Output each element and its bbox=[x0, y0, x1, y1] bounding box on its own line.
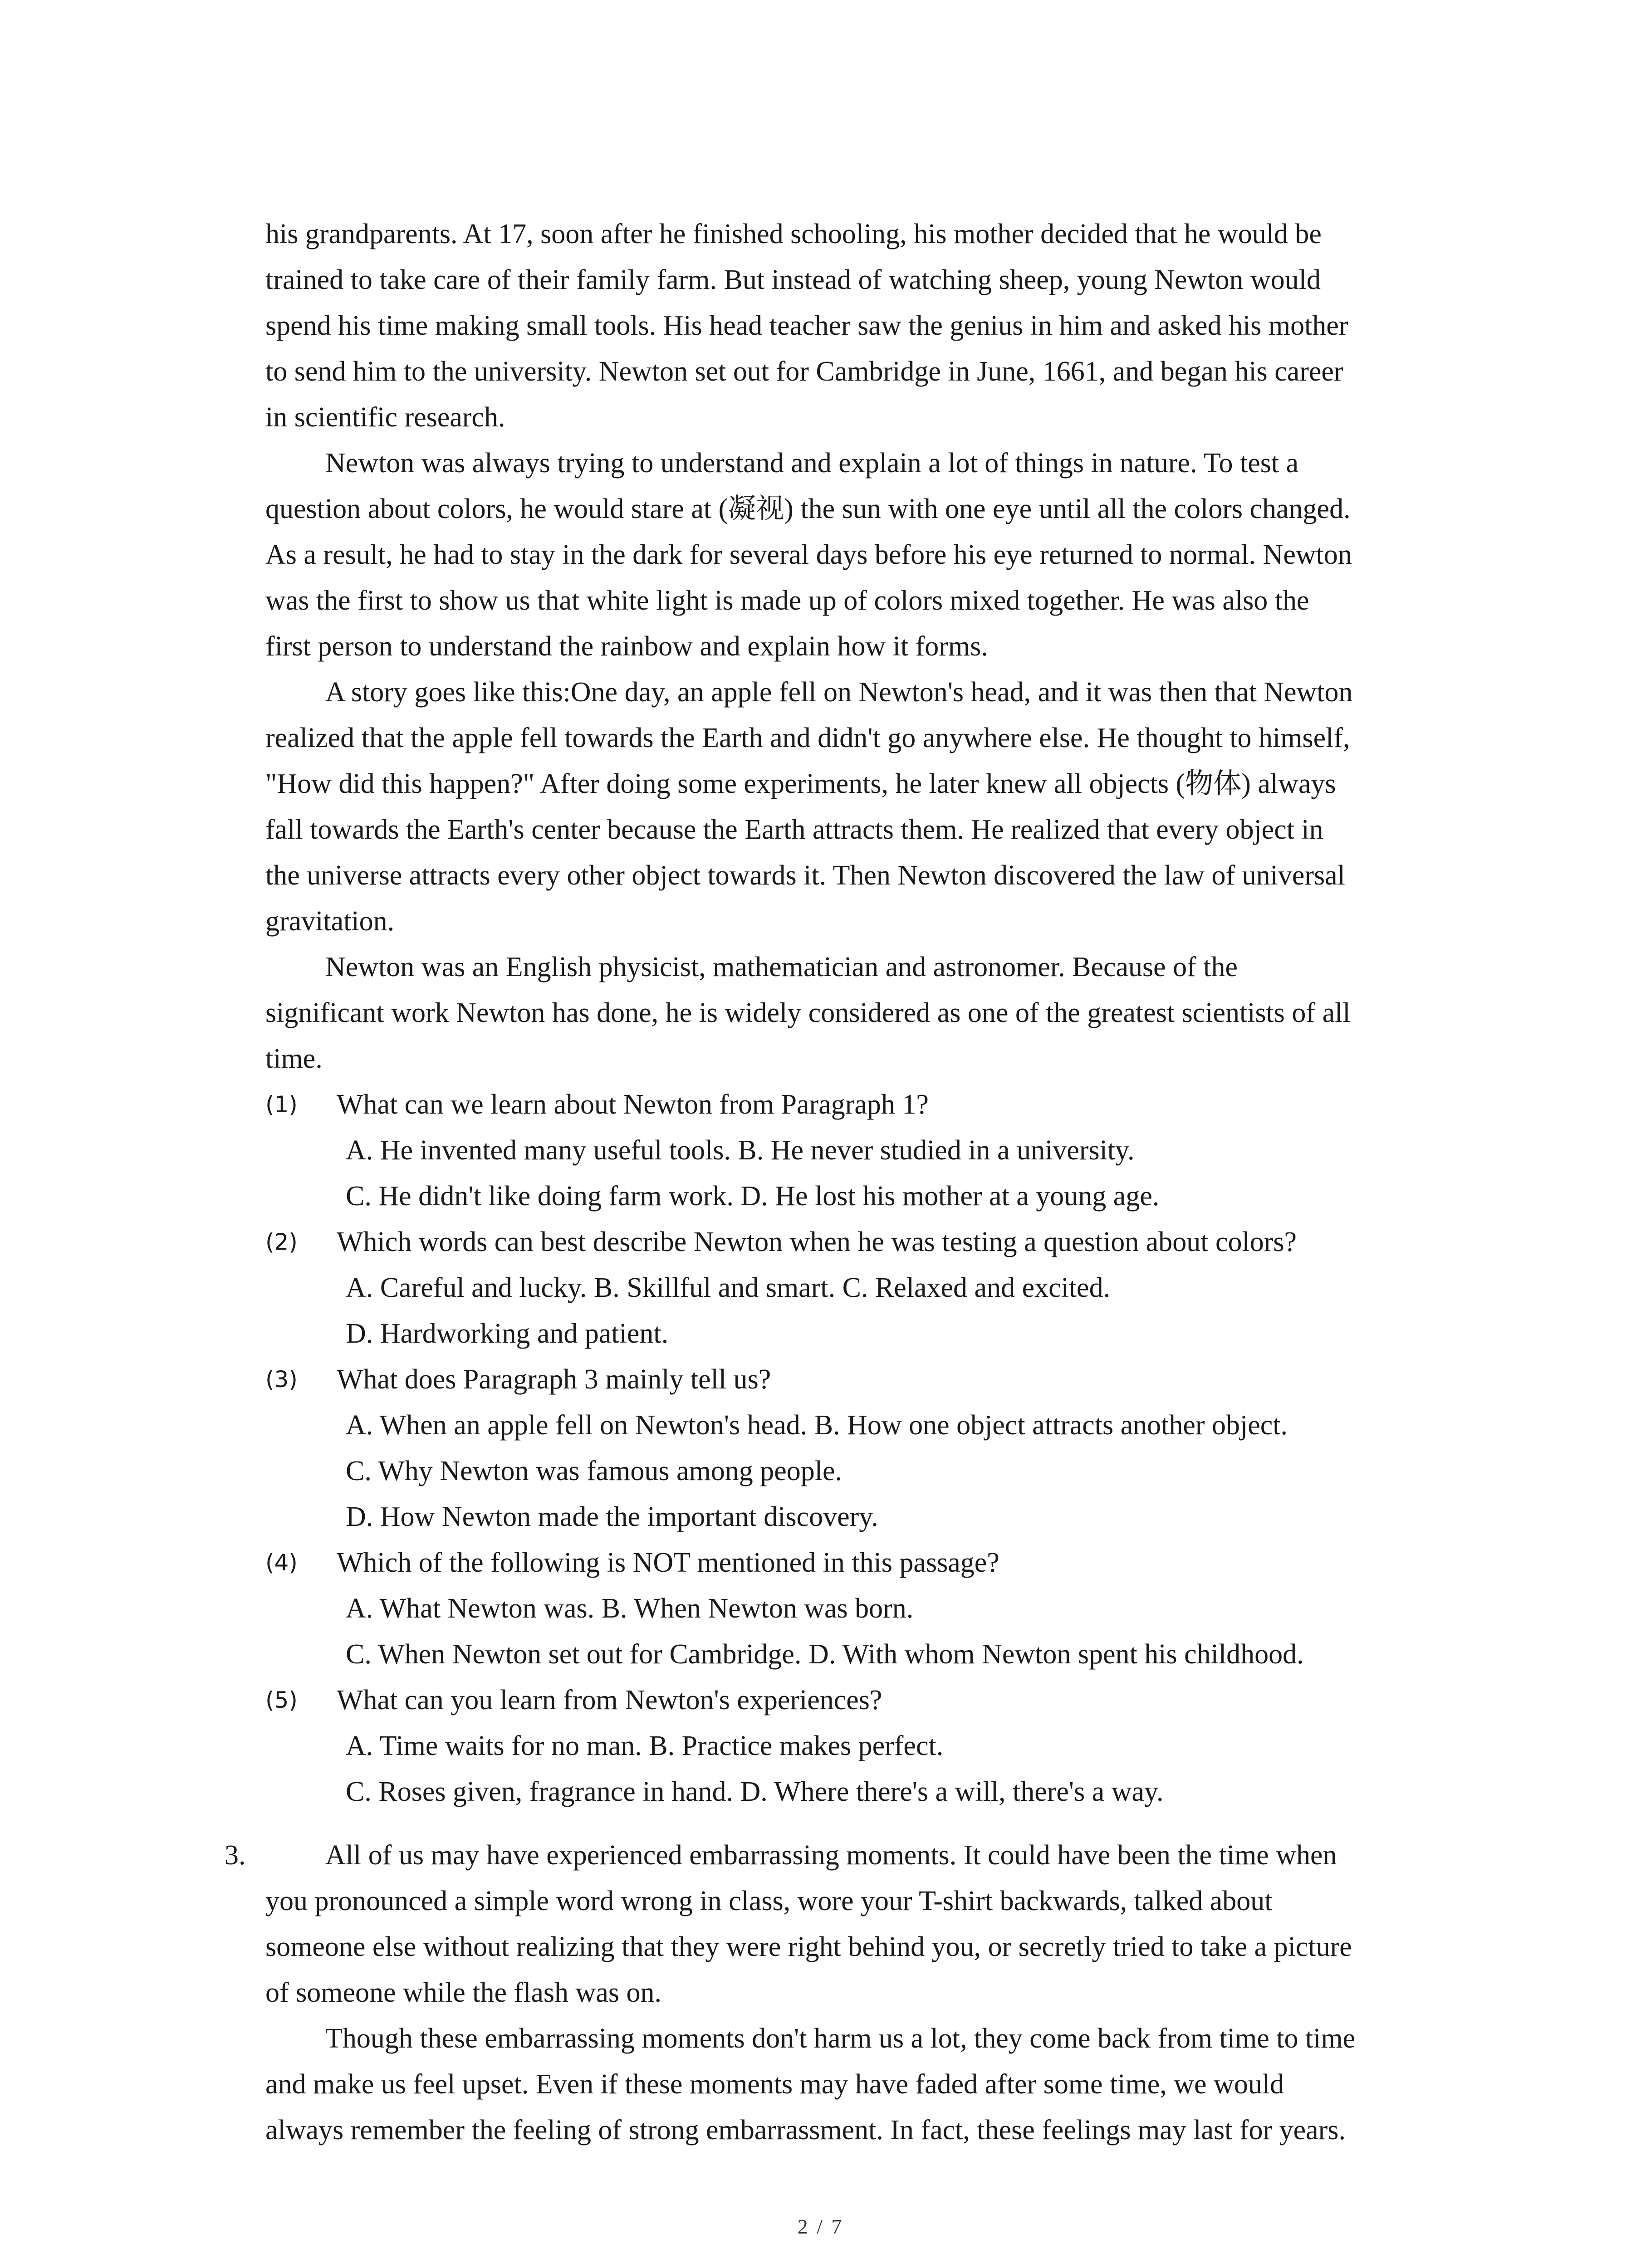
question-number: (1) bbox=[265, 1091, 298, 1118]
question-text: What can you learn from Newton's experiences? bbox=[337, 1685, 882, 1716]
question-text: Which words can best describe Newton when he was testing a question about colors? bbox=[337, 1227, 1297, 1257]
question-1-options-row: A. He invented many useful tools. B. He never studied in a university. bbox=[346, 1135, 1135, 1166]
text-line: his grandparents. At 17, soon after he finished schooling, his mother decided that he would be bbox=[265, 219, 1322, 249]
text-line: All of us may have experienced embarrassing moments. It could have been the time when bbox=[325, 1840, 1337, 1871]
text-line: and make us feel upset. Even if these moments may have faded after some time, we would bbox=[265, 2069, 1284, 2100]
question-text: What does Paragraph 3 mainly tell us? bbox=[337, 1364, 771, 1395]
text-line: of someone while the flash was on. bbox=[265, 1977, 661, 2008]
section-number: 3. bbox=[225, 1840, 246, 1871]
text-line: the universe attracts every other object towards it. Then Newton discovered the law of universal bbox=[265, 860, 1345, 891]
passage3-paragraph-2 bbox=[265, 2016, 1445, 2153]
text-line: spend his time making small tools. His head teacher saw the genius in him and asked his mother bbox=[265, 310, 1348, 341]
text-line: always remember the feeling of strong embarrassment. In fact, these feelings may last for years. bbox=[265, 2115, 1346, 2146]
text-line: realized that the apple fell towards the Earth and didn't go anywhere else. He thought to himself, bbox=[265, 723, 1350, 753]
text-line: time. bbox=[265, 1043, 323, 1074]
question-text: Which of the following is NOT mentioned in this passage? bbox=[337, 1547, 999, 1578]
text-line: Newton was always trying to understand and explain a lot of things in nature. To test a bbox=[325, 448, 1299, 479]
text-line: was the first to show us that white light is made up of colors mixed together. He was also the bbox=[265, 585, 1309, 616]
text-line: Though these embarrassing moments don't harm us a lot, they come back from time to time bbox=[325, 2023, 1356, 2054]
text-line: to send him to the university. Newton set out for Cambridge in June, 1661, and began his career bbox=[265, 356, 1343, 387]
text-line: someone else without realizing that they were right behind you, or secretly tried to take a picture bbox=[265, 1931, 1352, 1962]
text-line: in scientific research. bbox=[265, 402, 505, 433]
question-text: What can we learn about Newton from Paragraph 1? bbox=[337, 1089, 929, 1120]
text-line: you pronounced a simple word wrong in class, wore your T-shirt backwards, talked about bbox=[265, 1886, 1273, 1916]
text-line: first person to understand the rainbow and explain how it forms. bbox=[265, 631, 988, 662]
text-line: Newton was an English physicist, mathematician and astronomer. Because of the bbox=[325, 952, 1238, 982]
question-4-options-row: A. What Newton was. B. When Newton was born. bbox=[346, 1593, 914, 1624]
text-line: gravitation. bbox=[265, 906, 395, 937]
text-line: "How did this happen?" After doing some experiments, he later knew all objects (物体) always bbox=[265, 768, 1336, 799]
passage3-paragraph-1 bbox=[265, 1833, 1445, 2016]
question-number: (2) bbox=[265, 1229, 298, 1255]
text-line: question about colors, he would stare at (凝视) the sun with one eye until all the colors changed. bbox=[265, 494, 1351, 524]
question-2-options-row: A. Careful and lucky. B. Skillful and smart. C. Relaxed and excited. bbox=[346, 1272, 1111, 1303]
text-line: As a result, he had to stay in the dark for several days before his eye returned to normal. Newton bbox=[265, 539, 1352, 570]
question-3-options-row: A. When an apple fell on Newton's head. B. How one object attracts another object. bbox=[346, 1410, 1288, 1441]
question-2-options-row: D. Hardworking and patient. bbox=[346, 1318, 669, 1349]
passage2-paragraph-1 bbox=[265, 211, 1445, 440]
passage2-paragraph-3 bbox=[265, 670, 1445, 944]
question-4-options-row: C. When Newton set out for Cambridge. D. With whom Newton spent his childhood. bbox=[346, 1639, 1304, 1670]
question-number: (5) bbox=[265, 1687, 298, 1713]
text-line: A story goes like this:One day, an apple fell on Newton's head, and it was then that Newton bbox=[325, 677, 1353, 708]
question-3-options-row: D. How Newton made the important discovery. bbox=[346, 1501, 878, 1532]
question-5-options-row: C. Roses given, fragrance in hand. D. Where there's a will, there's a way. bbox=[346, 1776, 1164, 1807]
question-5-options-row: A. Time waits for no man. B. Practice makes perfect. bbox=[346, 1730, 944, 1761]
question-number: (4) bbox=[265, 1549, 298, 1576]
passage2-paragraph-4 bbox=[265, 944, 1445, 1082]
passage2-paragraph-2 bbox=[265, 440, 1445, 670]
text-line: fall towards the Earth's center because the Earth attracts them. He realized that every object in bbox=[265, 814, 1323, 845]
question-3-options-row: C. Why Newton was famous among people. bbox=[346, 1456, 842, 1486]
text-line: significant work Newton has done, he is widely considered as one of the greatest scientists of all bbox=[265, 997, 1351, 1028]
page-number: 2 / 7 bbox=[797, 2215, 844, 2238]
question-1-options-row: C. He didn't like doing farm work. D. He lost his mother at a young age. bbox=[346, 1181, 1160, 1212]
question-number: (3) bbox=[265, 1366, 298, 1393]
text-line: trained to take care of their family farm. But instead of watching sheep, young Newton would bbox=[265, 264, 1321, 295]
